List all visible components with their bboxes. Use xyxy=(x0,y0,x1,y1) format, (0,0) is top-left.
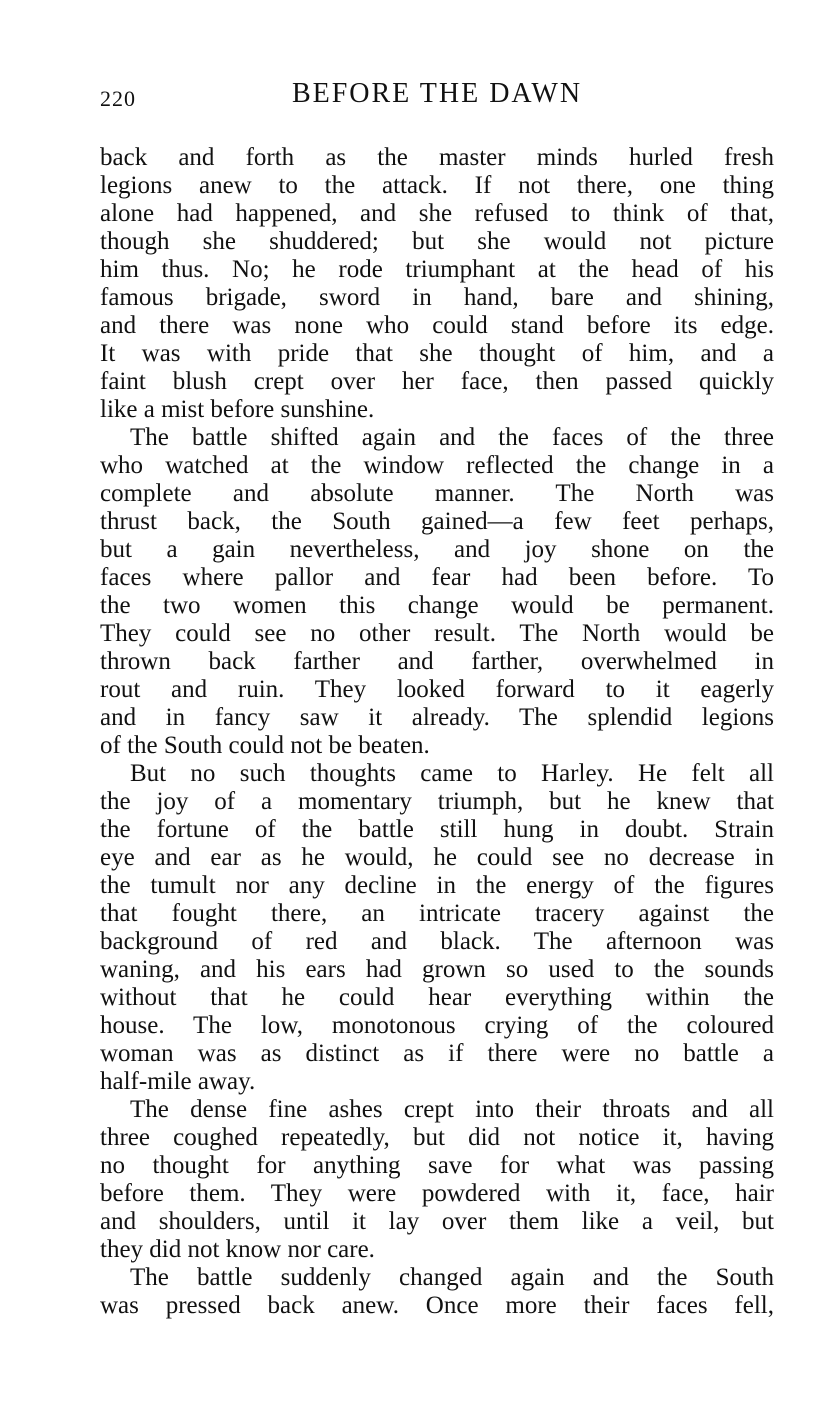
text-line: back and forth as the master minds hurled fresh xyxy=(100,144,774,171)
text-line: the tumult nor any decline in the energy of the figures xyxy=(100,872,774,899)
paragraph xyxy=(100,1264,774,1320)
text-line: without that he could hear everything within the xyxy=(100,984,774,1011)
text-line: faint blush crept over her face, then passed quickly xyxy=(100,368,774,395)
text-line: The dense fine ashes crept into their throats and all xyxy=(130,1096,774,1123)
text-line: woman was as distinct as if there were no battle a xyxy=(100,1040,774,1067)
text-line: like a mist before sunshine. xyxy=(100,396,375,423)
text-line: and shoulders, until it lay over them like a veil, but xyxy=(100,1208,774,1235)
text-line: who watched at the window reflected the change in a xyxy=(100,452,774,479)
text-line: that fought there, an intricate tracery against the xyxy=(100,900,774,927)
book-page xyxy=(100,0,774,1422)
text-line: alone had happened, and she refused to think of that, xyxy=(100,200,774,227)
text-line: him thus. No; he rode triumphant at the head of his xyxy=(100,256,774,283)
text-line: of the South could not be beaten. xyxy=(100,732,430,759)
text-line: the fortune of the battle still hung in doubt. Strain xyxy=(100,816,774,843)
text-line: They could see no other result. The North would be xyxy=(100,620,774,647)
text-line: and in fancy saw it already. The splendid legions xyxy=(100,704,774,731)
text-line: eye and ear as he would, he could see no decrease in xyxy=(100,844,774,871)
text-line: before them. They were powdered with it, face, hair xyxy=(100,1180,774,1207)
text-line: faces where pallor and fear had been before. To xyxy=(100,564,774,591)
text-line: no thought for anything save for what was passing xyxy=(100,1152,774,1179)
text-line: It was with pride that she thought of him, and a xyxy=(100,340,774,367)
text-line: three coughed repeatedly, but did not notice it, having xyxy=(100,1124,774,1151)
text-line: complete and absolute manner. The North was xyxy=(100,480,774,507)
text-line: waning, and his ears had grown so used to the sounds xyxy=(100,956,774,983)
text-line: house. The low, monotonous crying of the coloured xyxy=(100,1012,774,1039)
text-line: famous brigade, sword in hand, bare and shining, xyxy=(100,284,774,311)
paragraph xyxy=(100,760,774,1096)
text-line: rout and ruin. They looked forward to it eagerly xyxy=(100,676,774,703)
text-line: but a gain nevertheless, and joy shone on the xyxy=(100,536,774,563)
text-line: The battle suddenly changed again and the South xyxy=(130,1264,774,1291)
running-title: BEFORE THE DAWN xyxy=(291,78,583,109)
text-line: thrown back farther and farther, overwhelmed in xyxy=(100,648,774,675)
paragraph xyxy=(100,424,774,760)
page-number: 220 xyxy=(100,86,136,111)
paragraph xyxy=(100,144,774,424)
text-line: and there was none who could stand before its edge. xyxy=(100,312,774,339)
text-line: The battle shifted again and the faces of the three xyxy=(130,424,774,451)
paragraph xyxy=(100,1096,774,1264)
body-text xyxy=(100,144,774,1320)
text-line: legions anew to the attack. If not there, one thing xyxy=(100,172,774,199)
text-line: the joy of a momentary triumph, but he knew that xyxy=(100,788,774,815)
text-line: they did not know nor care. xyxy=(100,1236,375,1263)
text-line: though she shuddered; but she would not picture xyxy=(100,228,774,255)
text-line: was pressed back anew. Once more their faces fell, xyxy=(100,1292,774,1319)
text-line: half-mile away. xyxy=(100,1068,256,1095)
page-header xyxy=(100,78,774,118)
text-line: the two women this change would be permanent. xyxy=(100,592,774,619)
text-line: But no such thoughts came to Harley. He felt all xyxy=(130,760,774,787)
text-line: background of red and black. The afternoon was xyxy=(100,928,774,955)
text-line: thrust back, the South gained—a few feet perhaps, xyxy=(100,508,774,535)
